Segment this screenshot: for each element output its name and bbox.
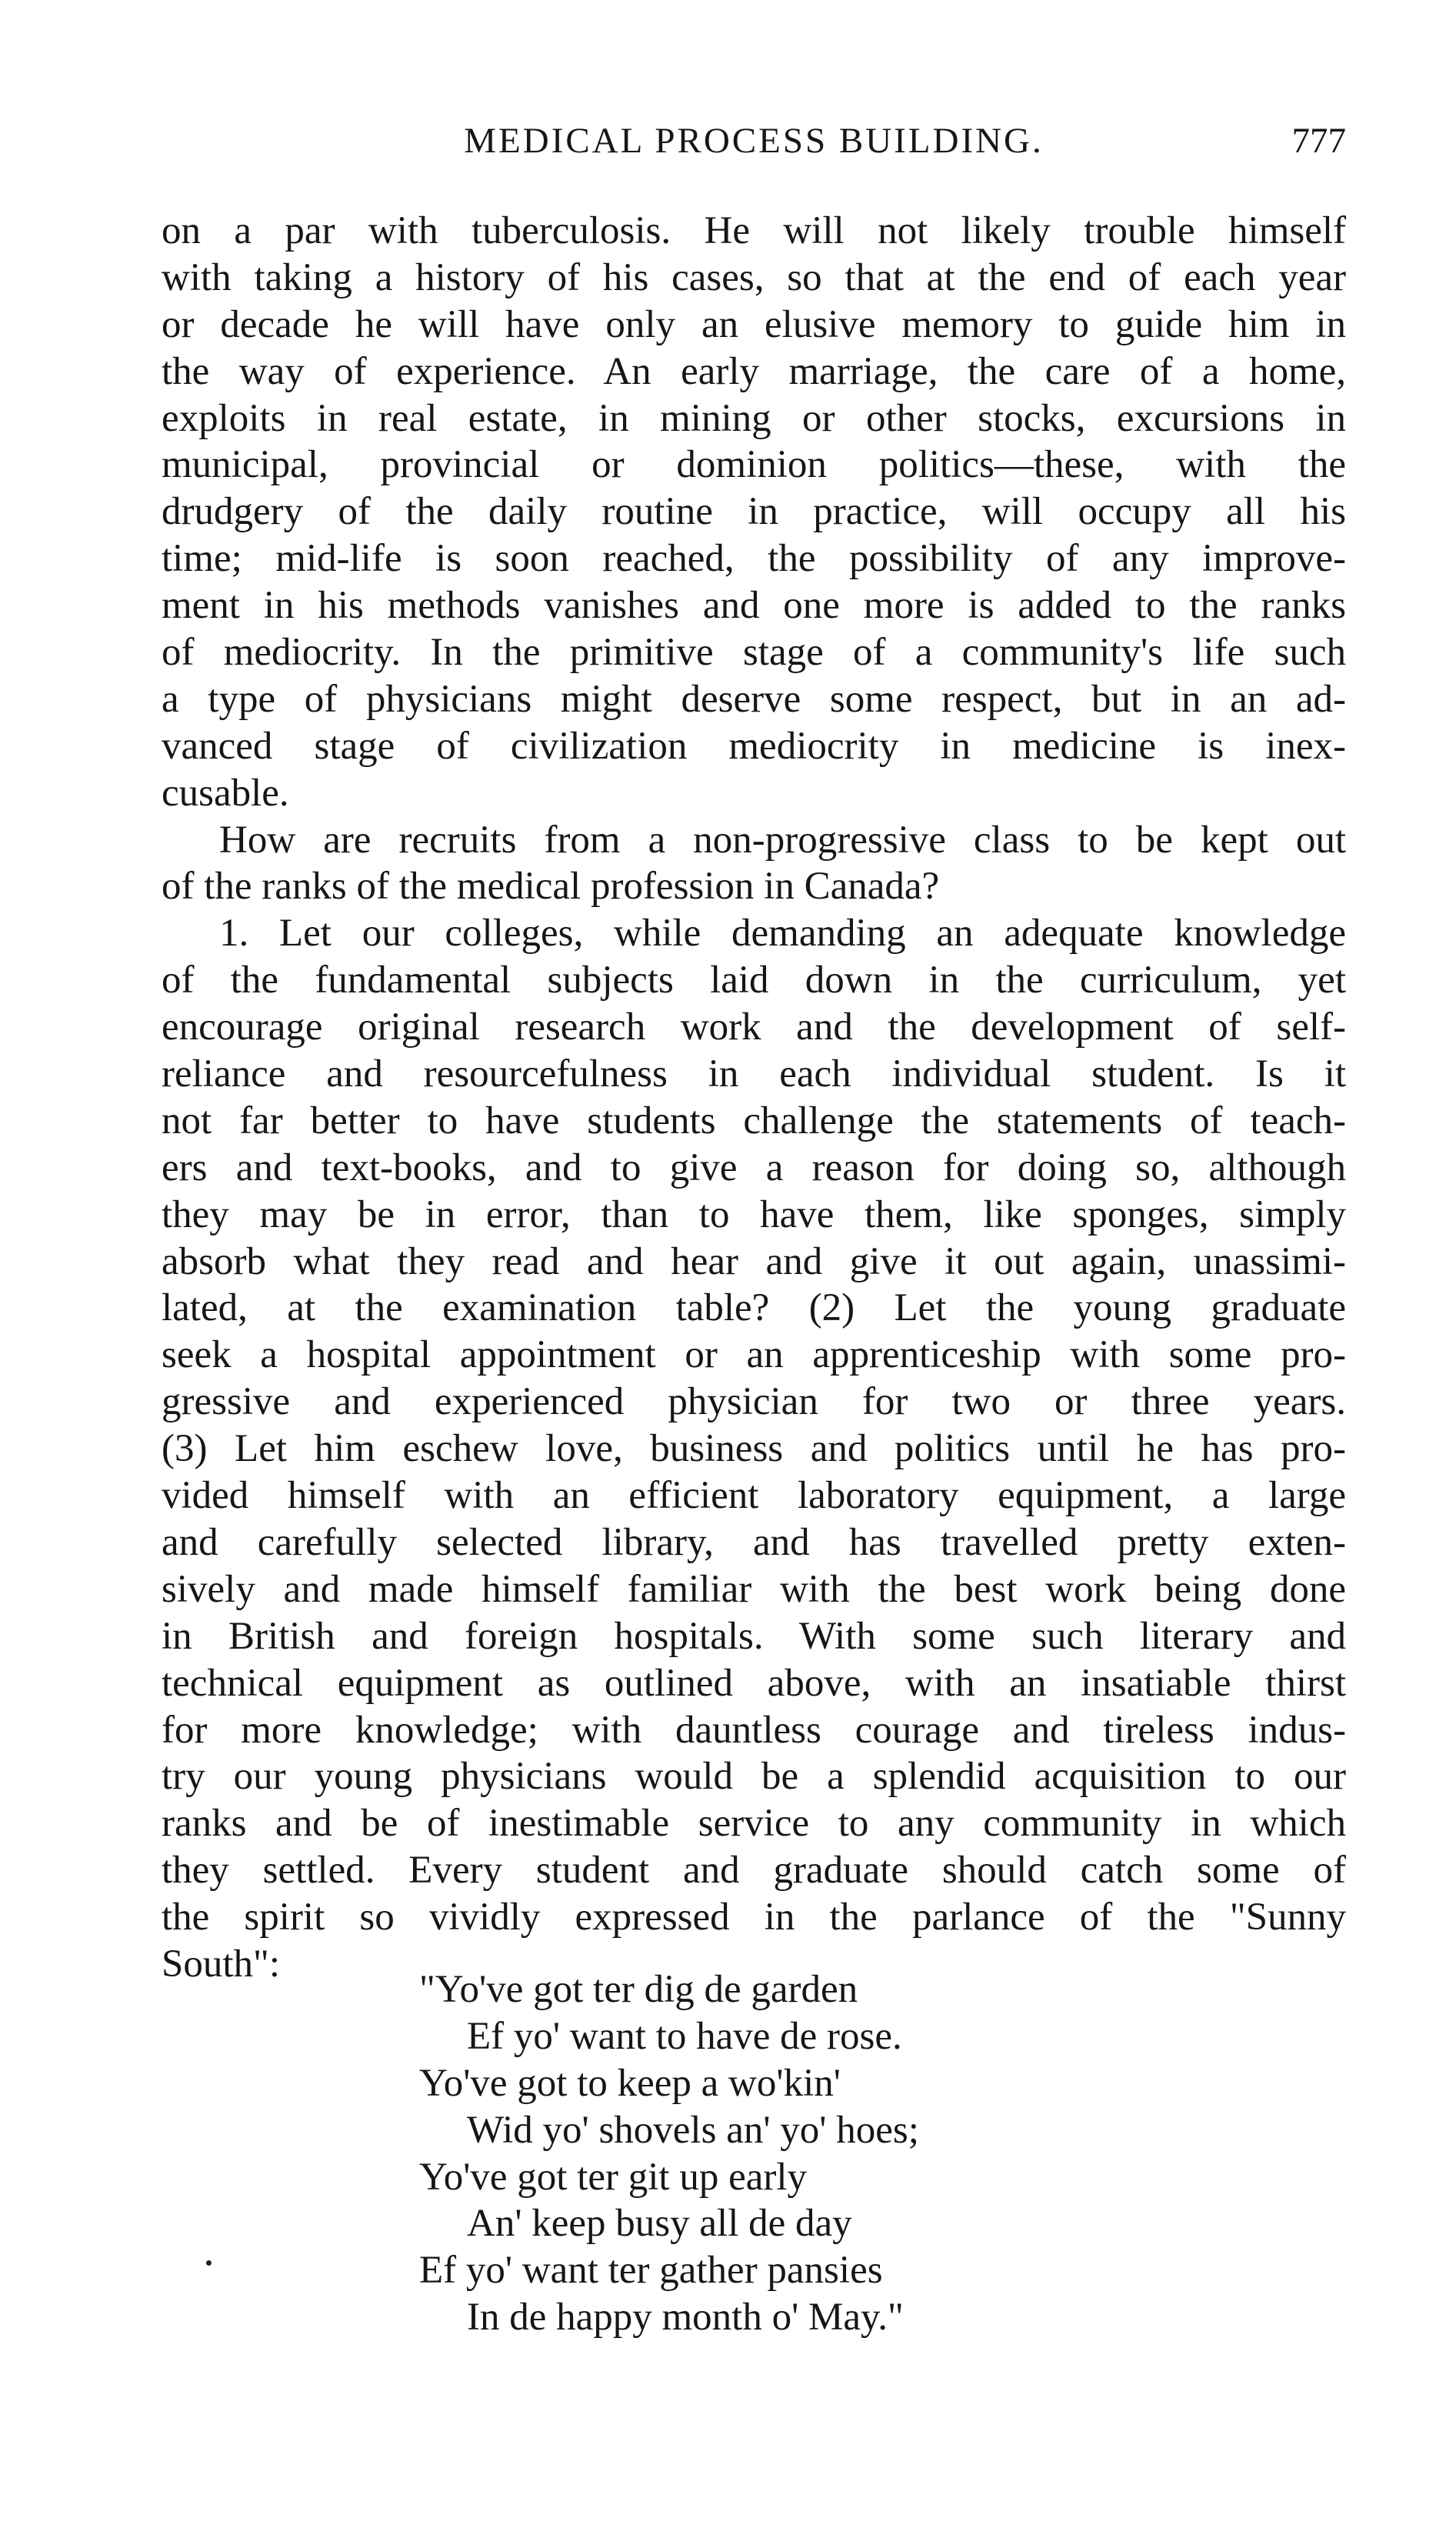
- poem-stanza: [419, 1966, 1111, 2341]
- text-line: of mediocrity. In the primitive stage of a community's life such: [162, 631, 1346, 675]
- paragraph-2: [162, 817, 1346, 911]
- poem-line: Yo've got to keep a wo'kin': [419, 2061, 841, 2105]
- text-line: 1. Let our colleges, while demanding an adequate knowledge: [219, 912, 1346, 956]
- text-line: municipal, provincial or dominion politics—these, with the: [162, 443, 1346, 487]
- text-line: of the ranks of the medical profession in Canada?: [162, 865, 940, 909]
- poem-line: Yo've got ter git up early: [419, 2155, 808, 2199]
- poem-line: An' keep busy all de day: [467, 2202, 852, 2246]
- text-line: technical equipment as outlined above, with an insatiable thirst: [162, 1661, 1346, 1705]
- poem-line: "Yo've got ter dig de garden: [419, 1968, 858, 2011]
- text-line: on a par with tuberculosis. He will not likely trouble himself: [162, 209, 1346, 252]
- text-line: vided himself with an efficient laboratory equipment, a large: [162, 1474, 1346, 1518]
- paragraph-1: [162, 208, 1346, 817]
- running-head: [162, 114, 1346, 168]
- text-line: with taking a history of his cases, so that at the end of each year: [162, 255, 1346, 299]
- poem-line: Ef yo' want to have de rose.: [467, 2014, 902, 2058]
- text-line: ers and text-books, and to give a reason for doing so, although: [162, 1146, 1346, 1189]
- text-line: South":: [162, 1942, 281, 1986]
- text-line: seek a hospital appointment or an apprenticeship with some pro-: [162, 1333, 1346, 1377]
- text-line: ranks and be of inestimable service to any community in which: [162, 1802, 1346, 1846]
- ink-speck: [206, 2260, 212, 2266]
- text-line: cusable.: [162, 771, 289, 815]
- text-line: sively and made himself familiar with the best work being done: [162, 1567, 1346, 1611]
- text-line: the spirit so vividly expressed in the parlance of the "Sunny: [162, 1896, 1346, 1939]
- text-line: ment in his methods vanishes and one more is added to the ranks: [162, 584, 1346, 628]
- running-title: MEDICAL PROCESS BUILDING.: [464, 121, 1044, 161]
- text-line: vanced stage of civilization mediocrity in medicine is inex-: [162, 724, 1346, 768]
- text-line: lated, at the examination table? (2) Let the young graduate: [162, 1286, 1346, 1330]
- text-line: not far better to have students challenge the statements of teach-: [162, 1099, 1346, 1142]
- text-line: time; mid-life is soon reached, the possibility of any improve-: [162, 537, 1346, 581]
- text-line: (3) Let him eschew love, business and politics until he has pro-: [162, 1427, 1346, 1471]
- page-number: 777: [1291, 121, 1346, 161]
- text-line: in British and foreign hospitals. With some such literary and: [162, 1614, 1346, 1658]
- text-line: the way of experience. An early marriage, the care of a home,: [162, 349, 1346, 393]
- text-line: encourage original research work and the development of self-: [162, 1006, 1346, 1049]
- poem-line: Ef yo' want ter gather pansies: [419, 2249, 883, 2293]
- text-line: or decade he will have only an elusive memory to guide him in: [162, 302, 1346, 346]
- text-line: absorb what they read and hear and give it out again, unassimi-: [162, 1239, 1346, 1283]
- text-line: they may be in error, than to have them, like sponges, simply: [162, 1192, 1346, 1236]
- text-line: drudgery of the daily routine in practice, will occupy all his: [162, 490, 1346, 534]
- text-line: How are recruits from a non-progressive class to be kept out: [219, 818, 1346, 862]
- text-line: reliance and resourcefulness in each individual student. Is it: [162, 1052, 1346, 1096]
- paragraph-3: [162, 910, 1346, 1987]
- text-line: try our young physicians would be a splendid acquisition to our: [162, 1755, 1346, 1799]
- body-text: [162, 208, 1346, 1988]
- poem-line: In de happy month o' May.": [467, 2296, 904, 2340]
- text-line: gressive and experienced physician for two or three years.: [162, 1380, 1346, 1424]
- poem-line: Wid yo' shovels an' yo' hoes;: [467, 2108, 919, 2152]
- text-line: exploits in real estate, in mining or other stocks, excursions in: [162, 396, 1346, 440]
- text-line: of the fundamental subjects laid down in the curriculum, yet: [162, 959, 1346, 1002]
- text-line: and carefully selected library, and has travelled pretty exten-: [162, 1520, 1346, 1564]
- text-line: they settled. Every student and graduate should catch some of: [162, 1849, 1346, 1893]
- text-line: for more knowledge; with dauntless courage and tireless indus-: [162, 1708, 1346, 1752]
- text-line: a type of physicians might deserve some respect, but in an ad-: [162, 677, 1346, 721]
